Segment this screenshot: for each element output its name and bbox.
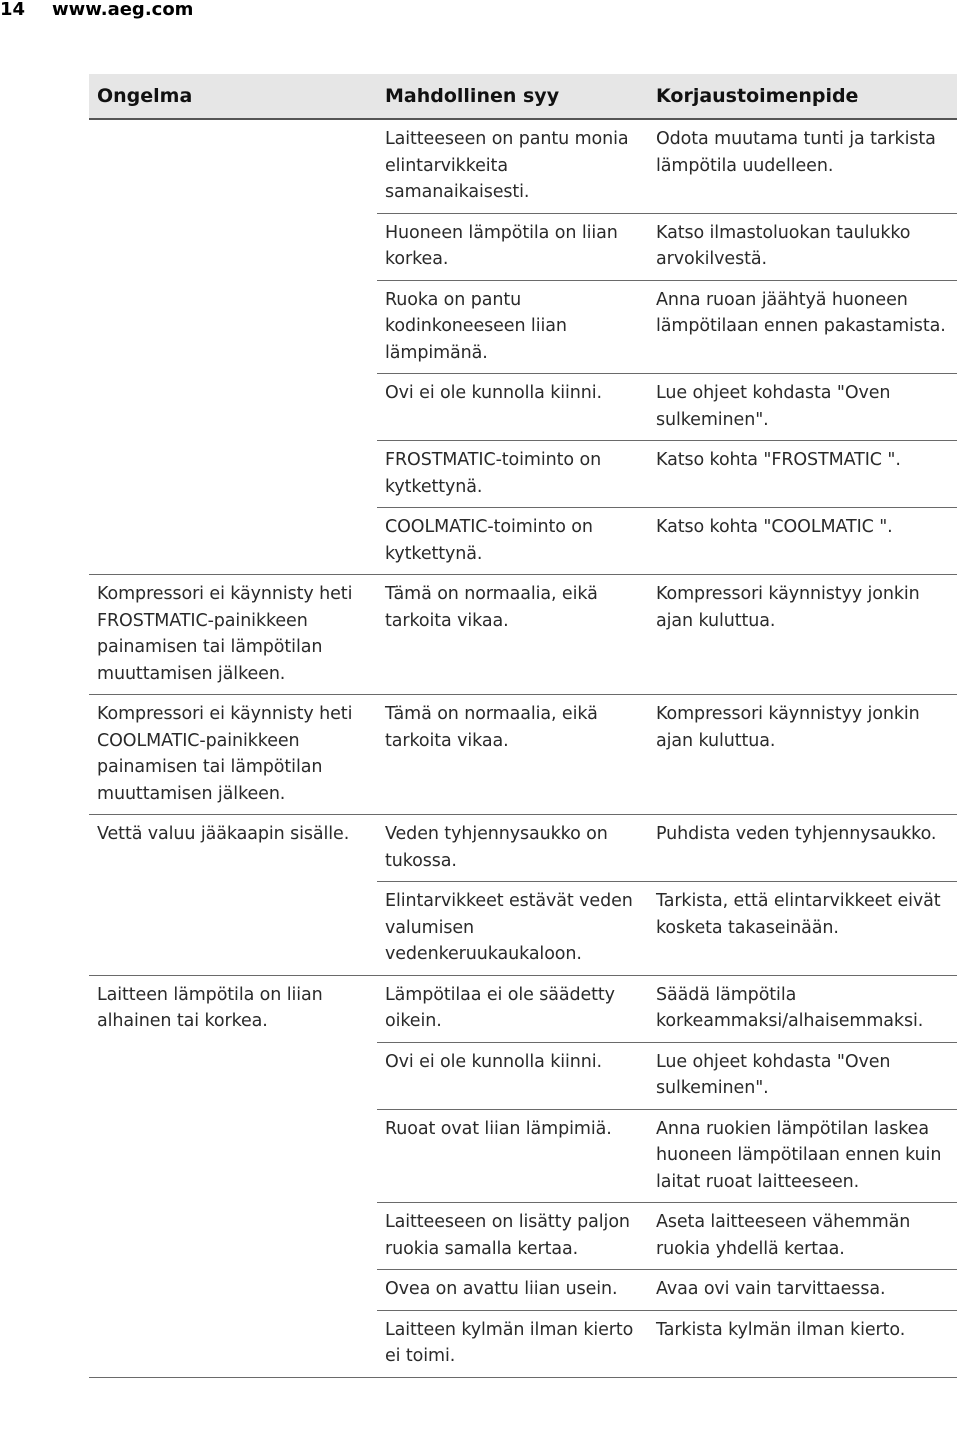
table-header-row [89,74,957,119]
cell-remedy: Anna ruokien lämpötilan laskea huoneen lämpötilaan ennen kuin laitat ruoat laitteeseen. [648,1109,957,1203]
table-header [89,74,957,119]
cell-problem [89,441,377,508]
table-row [89,1203,957,1270]
table-row [89,815,957,882]
cell-cause: Huoneen lämpötila on liian korkea. [377,213,648,280]
troubleshooting-table [89,74,957,1378]
cell-cause: Elintarvikkeet estävät veden valumisen vedenkeruukaukaloon. [377,882,648,976]
cell-cause: Tämä on normaalia, eikä tarkoita vikaa. [377,695,648,815]
cell-remedy: Katso kohta "FROSTMATIC ". [648,441,957,508]
cell-problem [89,280,377,374]
cell-problem [89,374,377,441]
table-row [89,882,957,976]
cell-cause: Laitteeseen on pantu monia elintarvikkeita samanaikaisesti. [377,119,648,213]
table-row [89,1270,957,1311]
cell-problem [89,1042,377,1109]
cell-problem [89,882,377,976]
cell-problem [89,1270,377,1311]
cell-problem [89,213,377,280]
cell-remedy: Tarkista, että elintarvikkeet eivät kosketa takaseinään. [648,882,957,976]
table-row [89,695,957,815]
cell-remedy: Säädä lämpötila korkeammaksi/alhaisemmaksi. [648,975,957,1042]
table-row [89,280,957,374]
cell-problem: Laitteen lämpötila on liian alhainen tai korkea. [97,984,323,1031]
cell-cause: Veden tyhjennysaukko on tukossa. [377,815,648,882]
cell-cause: Lämpötilaa ei ole säädetty oikein. [377,975,648,1042]
cell-problem: Kompressori ei käynnisty heti FROSTMATIC-painikkeen painamisen tai lämpötilan muuttamisen jälkeen. [89,575,377,695]
column-header-problem: Ongelma [89,74,377,119]
cell-remedy: Kompressori käynnistyy jonkin ajan kuluttua. [648,575,957,695]
website-url: www.aeg.com [52,0,194,20]
cell-remedy: Katso kohta "COOLMATIC ". [648,508,957,575]
table-row [89,119,957,213]
cell-problem [89,1310,377,1377]
cell-cause: Laitteeseen on lisätty paljon ruokia samalla kertaa. [377,1203,648,1270]
cell-problem: Vettä valuu jääkaapin sisälle. [97,824,350,844]
cell-remedy: Lue ohjeet kohdasta "Oven sulkeminen". [648,374,957,441]
cell-cause: Ovea on avattu liian usein. [377,1270,648,1311]
cell-remedy: Katso ilmastoluokan taulukko arvokilvestä. [648,213,957,280]
table-body [89,119,957,1377]
table-row [89,1310,957,1377]
cell-remedy: Avaa ovi vain tarvittaessa. [648,1270,957,1311]
cell-problem [89,119,377,213]
table-row [89,1042,957,1109]
column-header-remedy: Korjaustoimenpide [648,74,957,119]
table-row [89,975,957,1042]
cell-cause: Ruoka on pantu kodinkoneeseen liian lämpimänä. [377,280,648,374]
cell-problem: Kompressori ei käynnisty heti COOLMATIC-painikkeen painamisen tai lämpötilan muuttamisen jälkeen. [89,695,377,815]
cell-remedy: Lue ohjeet kohdasta "Oven sulkeminen". [648,1042,957,1109]
cell-cause: COOLMATIC-toiminto on kytkettynä. [377,508,648,575]
column-header-cause: Mahdollinen syy [377,74,648,119]
table-row [89,575,957,695]
cell-cause: Laitteen kylmän ilman kierto ei toimi. [377,1310,648,1377]
cell-remedy: Odota muutama tunti ja tarkista lämpötila uudelleen. [648,119,957,213]
cell-remedy: Tarkista kylmän ilman kierto. [648,1310,957,1377]
table-row [89,374,957,441]
cell-remedy: Kompressori käynnistyy jonkin ajan kuluttua. [648,695,957,815]
cell-problem [89,508,377,575]
table-row [89,508,957,575]
cell-remedy: Aseta laitteeseen vähemmän ruokia yhdellä kertaa. [648,1203,957,1270]
cell-problem [89,1109,377,1203]
cell-cause: Ruoat ovat liian lämpimiä. [377,1109,648,1203]
cell-cause: Ovi ei ole kunnolla kiinni. [377,374,648,441]
cell-remedy: Puhdista veden tyhjennysaukko. [648,815,957,882]
page-number: 14 [0,0,26,20]
table-row [89,1109,957,1203]
cell-cause: FROSTMATIC-toiminto on kytkettynä. [377,441,648,508]
cell-remedy: Anna ruoan jäähtyä huoneen lämpötilaan ennen pakastamista. [648,280,957,374]
table-row [89,213,957,280]
cell-problem [89,1203,377,1270]
cell-cause: Ovi ei ole kunnolla kiinni. [377,1042,648,1109]
cell-cause: Tämä on normaalia, eikä tarkoita vikaa. [377,575,648,695]
table-row [89,441,957,508]
